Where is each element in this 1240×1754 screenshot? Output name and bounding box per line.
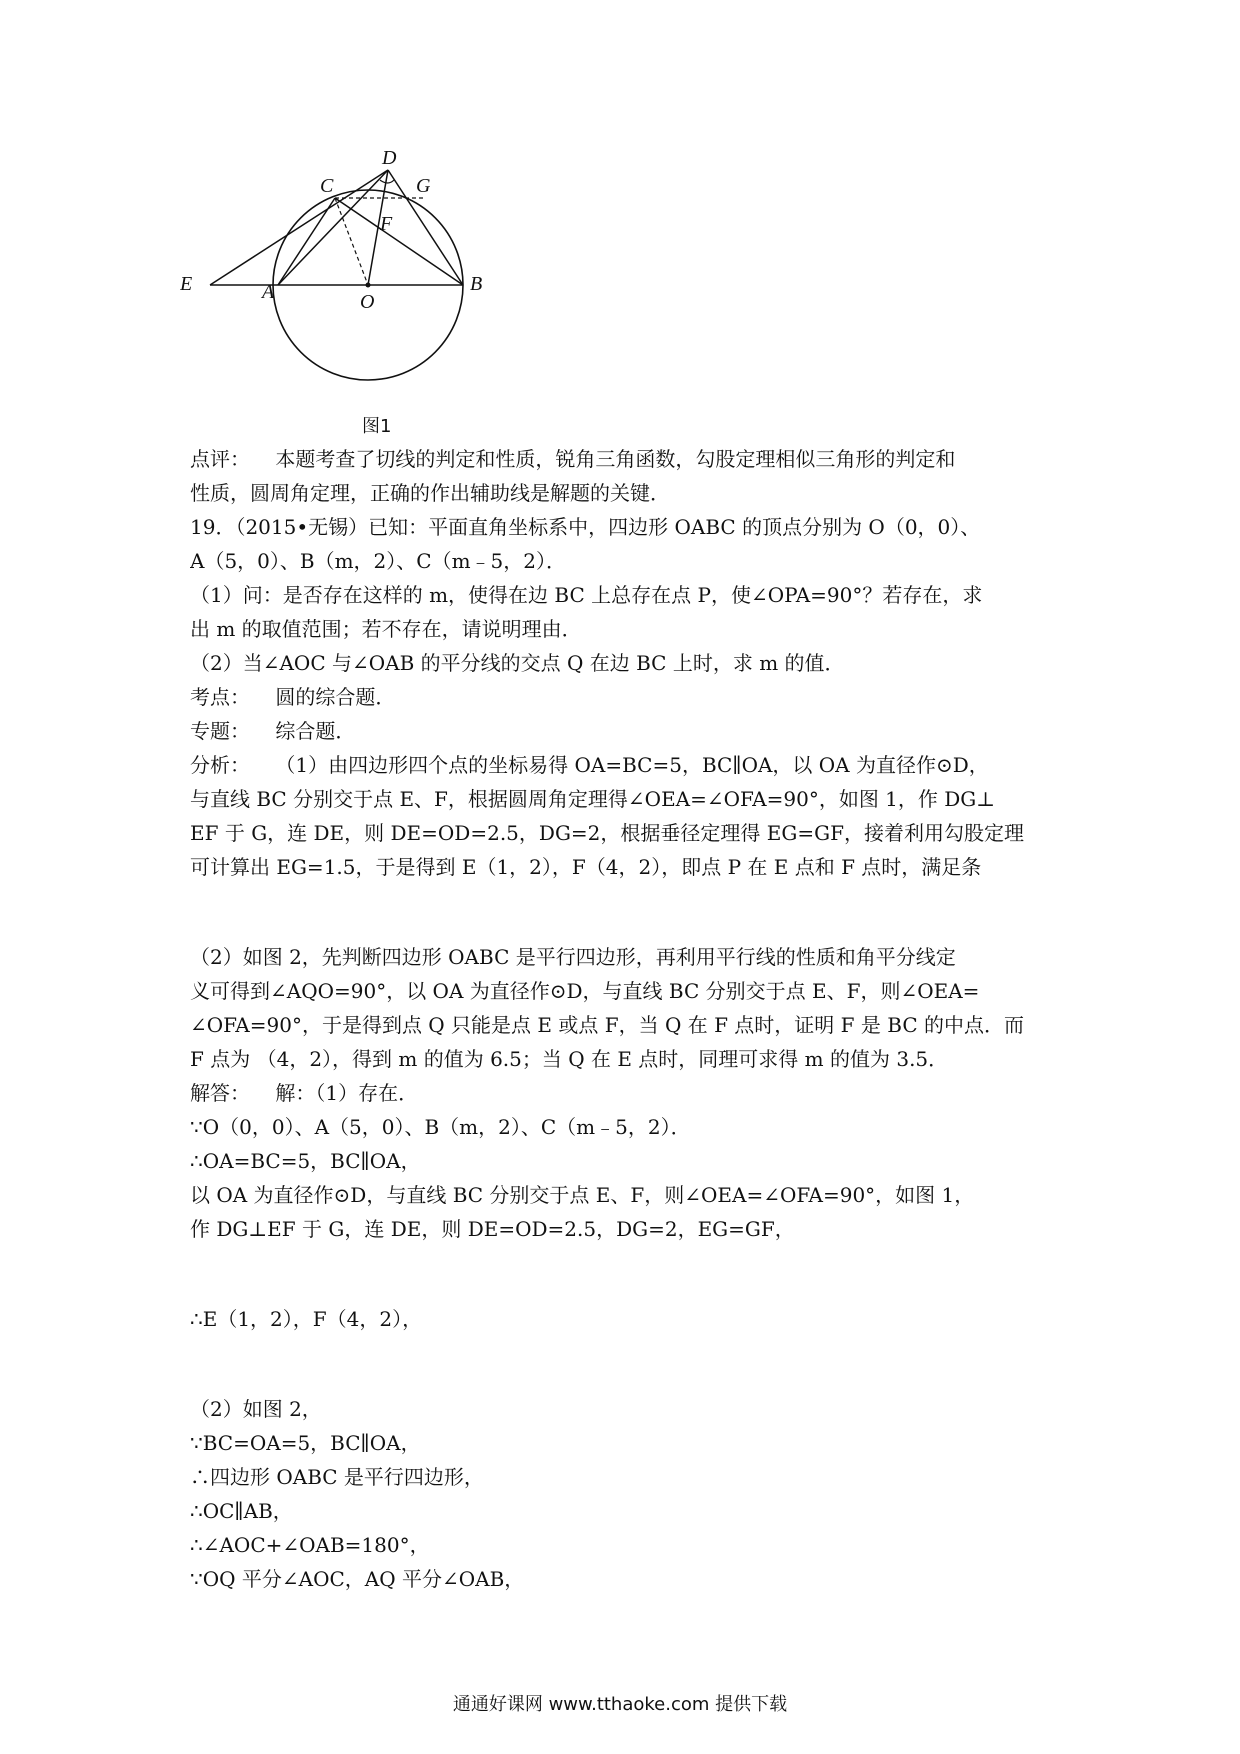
text-line: ∵OQ 平分∠AOC，AQ 平分∠OAB， [190, 1567, 525, 1591]
label-e: E [180, 273, 193, 295]
figure-caption: 图1 [362, 416, 392, 437]
text-line: 性质，圆周角定理，正确的作出辅助线是解题的关键． [190, 481, 670, 505]
angle-mark-d [380, 180, 394, 183]
text-line: （2）如图 2， [190, 1397, 322, 1421]
text-line: 以 OA 为直径作⊙D，与直线 BC 分别交于点 E、F，则∠OEA=∠OFA=90°，如图 1， [190, 1183, 975, 1207]
label-a: A [262, 281, 275, 303]
text-line: （1）问：是否存在这样的 m，使得在边 BC 上总存在点 P，使∠OPA=90°？若存在，求 [190, 583, 983, 607]
label-d: D [382, 150, 397, 169]
text-line: 作 DG⊥EF 于 G，连 DE，则 DE=OD=2.5，DG=2，EG=GF， [190, 1217, 795, 1241]
inequality-line-2 [190, 1336, 1070, 1392]
text-line: 解答： 解：（1）存在． [190, 1081, 419, 1105]
text-line: EF 于 G，连 DE，则 DE=OD=2.5，DG=2，根据垂径定理得 EG=GF，接着利用勾股定理 [190, 821, 1024, 845]
text-line: （2）当∠AOC 与∠OAB 的平分线的交点 Q 在边 BC 上时，求 m 的值． [190, 651, 845, 675]
text-line: ∴OC∥AB， [190, 1499, 293, 1523]
label-b: B [470, 273, 483, 295]
text-line: 专题： 综合题． [190, 719, 356, 743]
line-co-dashed [335, 198, 368, 285]
point-o [366, 283, 371, 288]
text-line: ∴∠AOC+∠OAB=180°， [190, 1533, 430, 1557]
text-line: 19．（2015•无锡）已知：平面直角坐标系中，四边形 OABC 的顶点分别为 O（0，0）、 [190, 515, 981, 539]
text-line: 分析： （1）由四边形四个点的坐标易得 OA=BC=5，BC∥OA，以 OA 为直径作⊙D， [190, 753, 989, 777]
label-c: C [320, 175, 334, 197]
document-body [190, 442, 1070, 1596]
text-line: ∠OFA=90°，于是得到点 Q 只能是点 E 或点 F，当 Q 在 F 点时，证明 F 是 BC 的中点．而 [190, 1013, 1024, 1037]
figure-1-diagram [180, 150, 540, 440]
line-ca [278, 198, 335, 285]
label-o: O [360, 291, 375, 313]
line-ed [210, 170, 388, 285]
geometry-figure [180, 150, 540, 440]
text-line: ∴E（1，2），F（4，2）， [190, 1307, 423, 1331]
text-line: ∵O（0，0）、A（5，0）、B（m，2）、C（m﹣5，2）． [190, 1115, 691, 1139]
text-line: ∴四边形 OABC 是平行四边形， [190, 1465, 484, 1489]
text-line: 点评： 本题考查了切线的判定和性质，锐角三角函数，勾股定理相似三角形的判定和 [190, 447, 956, 471]
label-f: F [380, 213, 393, 235]
text-line: ∵BC=OA=5，BC∥OA， [190, 1431, 421, 1455]
text-line: 可计算出 EG=1.5，于是得到 E（1，2），F（4，2），即点 P 在 E 点和 F 点时，满足条 [190, 855, 982, 879]
text-line: 考点： 圆的综合题． [190, 685, 396, 709]
text-line: ∴OA=BC=5，BC∥OA， [190, 1149, 421, 1173]
text-line: 义可得到∠AQO=90°，以 OA 为直径作⊙D，与直线 BC 分别交于点 E、F，则∠OEA= [190, 979, 980, 1003]
text-line: （2）如图 2，先判断四边形 OABC 是平行四边形，再利用平行线的性质和角平分线定 [190, 945, 956, 969]
text-line: 出 m 的取值范围；若不存在，请说明理由． [190, 617, 582, 641]
text-line: 与直线 BC 分别交于点 E、F，根据圆周角定理得∠OEA=∠OFA=90°，如图 1，作 DG⊥ [190, 787, 996, 811]
sqrt-line [190, 1246, 1070, 1302]
page-footer: 通通好课网 www.tthaoke.com 提供下载 [452, 1694, 788, 1715]
text-line: A（5，0）、B（m，2）、C（m﹣5，2）． [190, 549, 566, 573]
label-g: G [416, 175, 431, 197]
text-line: F 点为 （4，2），得到 m 的值为 6.5；当 Q 在 E 点时，同理可求得 m 的值为 3.5． [190, 1047, 949, 1071]
inequality-line-1 [190, 884, 1070, 940]
line-cb [335, 198, 463, 285]
